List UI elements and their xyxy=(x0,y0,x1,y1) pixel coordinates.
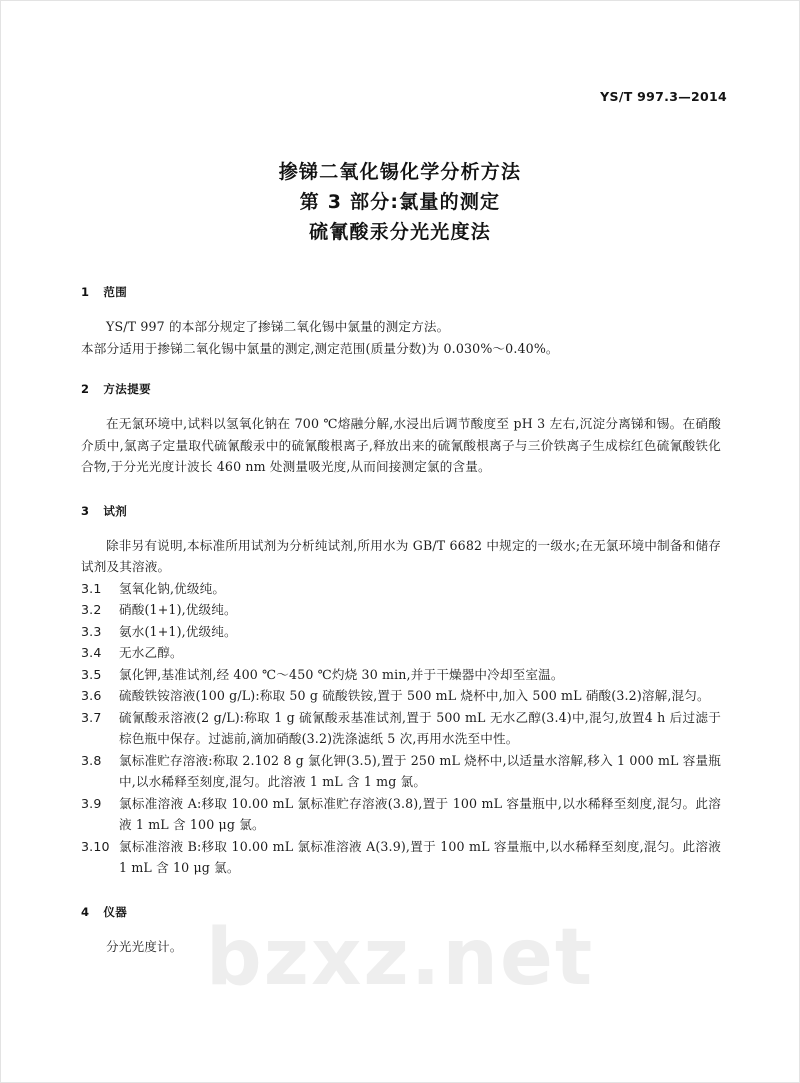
spacer xyxy=(81,879,721,904)
reagent-item xyxy=(81,642,721,664)
reagent-item-text: 氯标准贮存溶液:称取 2.102 8 g 氯化钾(3.5),置于 250 mL 烧杯中,以适量水溶解,移入 1 000 mL 容量瓶中,以水稀释至刻度,混匀。此溶液 1 mL 含 1 mg 氯。 xyxy=(119,752,721,789)
section-3-paragraph-1: 除非另有说明,本标准所用试剂为分析纯试剂,所用水为 GB/T 6682 中规定的一级水;在无氯环境中制备和储存试剂及其溶液。 xyxy=(81,537,721,574)
section-reagents xyxy=(81,503,726,879)
reagent-item-text: 无水乙醇。 xyxy=(119,645,183,660)
reagent-item xyxy=(81,621,721,643)
reagent-item-number: 3.7 xyxy=(81,709,102,725)
reagent-item-text: 硫氰酸汞溶液(2 g/L):称取 1 g 硫氰酸汞基准试剂,置于 500 mL 无水乙醇(3.4)中,混匀,放置4 h 后过滤于棕色瓶中保存。过滤前,滴加硝酸(3.2)洗涤滤纸 5 次,再用水洗至中性。 xyxy=(119,709,721,746)
section-4-paragraph-1: 分光光度计。 xyxy=(106,938,183,954)
reagent-item-number: 3.10 xyxy=(81,838,110,854)
title-line-3: 硫氰酸汞分光光度法 xyxy=(309,221,491,243)
section-2-number: 2 xyxy=(81,382,90,396)
section-4-number: 4 xyxy=(81,904,90,919)
reagent-item-text: 氢氧化钠,优级纯。 xyxy=(119,580,226,596)
reagent-item xyxy=(81,599,721,621)
document-body xyxy=(81,284,726,957)
section-2-paragraph-1: 在无氯环境中,试料以氢氧化钠在 700 ℃熔融分解,水浸出后调节酸度至 pH 3 左右,沉淀分离锑和锡。在硝酸介质中,氯离子定量取代硫氰酸汞中的硫氰酸根离子,释放出来的硫氰酸根离子与三价铁离子生成棕红色硫氰酸铁化合物,于分光光度计波长 460 nm 处测量吸光度,从而间接测定氯的含量。 xyxy=(81,416,721,474)
reagent-item xyxy=(81,836,726,879)
reagent-item-text: 硫酸铁铵溶液(100 g/L):称取 50 g 硫酸铁铵,置于 500 mL 烧杯中,加入 500 mL 硝酸(3.2)溶解,混匀。 xyxy=(119,688,710,703)
reagent-item-number: 3.3 xyxy=(81,623,102,639)
title-line-2: 第 3 部分:氯量的测定 xyxy=(299,191,501,213)
standard-code-header: YS/T 997.3—2014 xyxy=(600,89,727,104)
section-1-title: 范围 xyxy=(103,285,128,299)
title-line-1: 掺锑二氧化锡化学分析方法 xyxy=(278,161,522,183)
section-2-title: 方法提要 xyxy=(103,382,152,396)
reagent-item-text: 氯标准溶液 A:移取 10.00 mL 氯标准贮存溶液(3.8),置于 100 mL 容量瓶中,以水稀释至刻度,混匀。此溶液 1 mL 含 100 μg 氯。 xyxy=(119,795,721,832)
reagent-item-text: 氯化钾,基准试剂,经 400 ℃～450 ℃灼烧 30 min,并于干燥器中冷却至室温。 xyxy=(119,666,564,682)
reagent-item xyxy=(81,750,721,793)
reagent-item-number: 3.2 xyxy=(81,602,102,617)
section-scope xyxy=(81,284,721,359)
reagent-item xyxy=(81,707,721,750)
reagent-item xyxy=(81,793,721,836)
watermark: bzxz.net xyxy=(205,913,595,1003)
reagent-item-number: 3.9 xyxy=(81,795,102,811)
reagent-item-number: 3.4 xyxy=(81,645,102,660)
reagent-item xyxy=(81,685,721,707)
spacer xyxy=(81,478,721,503)
spacer xyxy=(81,359,721,381)
section-3-heading xyxy=(81,503,721,519)
section-1-paragraph-2: 本部分适用于掺锑二氧化锡中氯量的测定,测定范围(质量分数)为 0.030%～0.40%。 xyxy=(81,340,559,356)
section-1-number: 1 xyxy=(81,285,90,299)
reagent-item-text: 硝酸(1+1),优级纯。 xyxy=(119,602,237,617)
section-1-paragraph-1: YS/T 997 的本部分规定了掺锑二氧化锡中氯量的测定方法。 xyxy=(106,319,450,334)
section-method-summary xyxy=(81,381,721,478)
section-4-title: 仪器 xyxy=(103,904,128,919)
section-1-heading xyxy=(81,284,721,300)
section-4-heading xyxy=(81,904,721,920)
section-3-number: 3 xyxy=(81,503,90,518)
section-3-title: 试剂 xyxy=(103,503,128,518)
reagent-item xyxy=(81,664,721,686)
reagent-item xyxy=(81,578,721,600)
reagent-item-text: 氯标准溶液 B:移取 10.00 mL 氯标准溶液 A(3.9),置于 100 mL 容量瓶中,以水稀释至刻度,混匀。此溶液 1 mL 含 10 μg 氯。 xyxy=(119,838,726,875)
section-2-heading xyxy=(81,381,721,397)
section-apparatus xyxy=(81,904,721,958)
reagent-item-text: 氨水(1+1),优级纯。 xyxy=(119,623,237,639)
reagent-item-number: 3.5 xyxy=(81,666,102,682)
reagent-item-number: 3.6 xyxy=(81,688,102,703)
reagent-item-number: 3.1 xyxy=(81,580,102,596)
reagent-item-number: 3.8 xyxy=(81,752,102,768)
document-title xyxy=(1,157,799,247)
